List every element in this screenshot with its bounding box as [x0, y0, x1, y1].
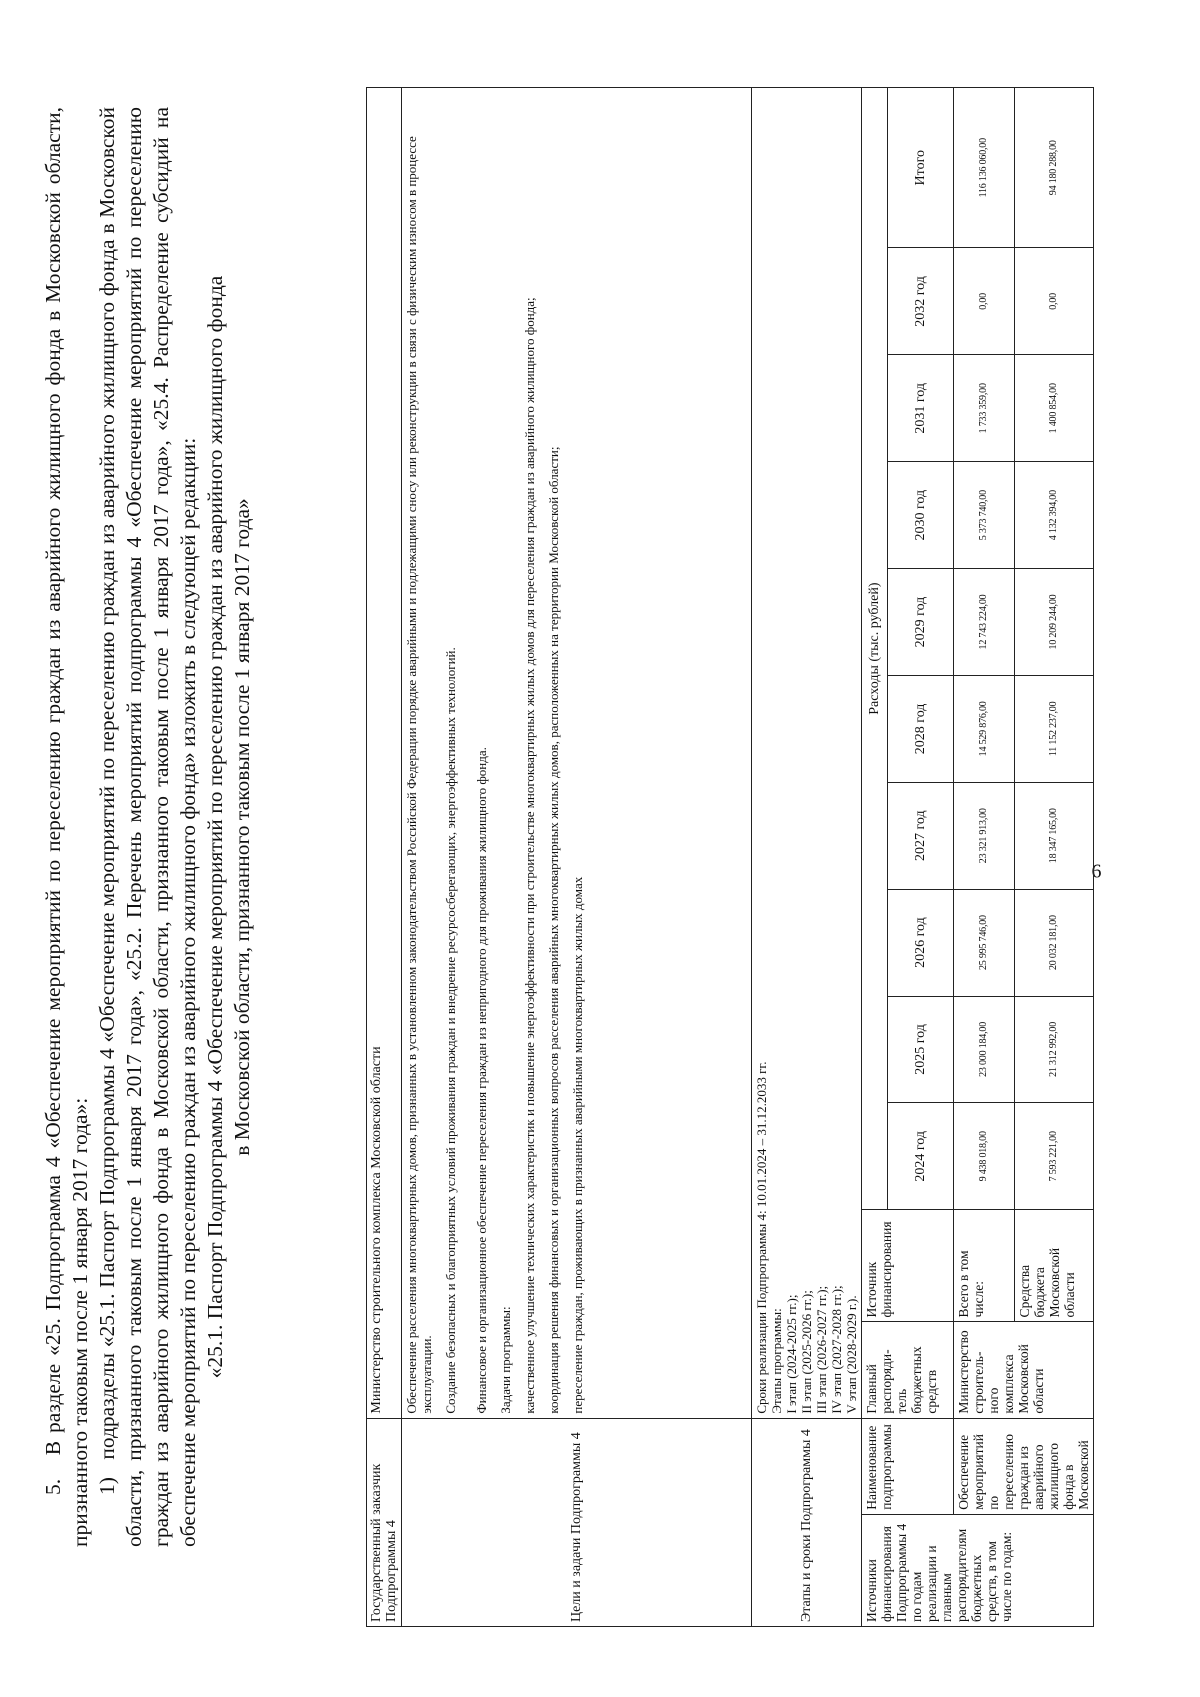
goal-text: Финансовое и организационное обеспечение переселения граждан из непригодного для проживания жилищного фонда.: [474, 747, 489, 1414]
passport-table: [366, 87, 1094, 1627]
expenses-header: Расходы (тыс. рублей): [862, 88, 888, 1210]
year-header: 2027 год: [888, 782, 954, 889]
amount-cell: 23 321 913,00: [954, 782, 1015, 889]
year-header: 2028 год: [888, 675, 954, 782]
source-total: Всего в том числе:: [954, 1210, 1015, 1322]
goal-text: Задачи программы:: [498, 1306, 513, 1414]
year-header: 2024 год: [888, 1103, 954, 1210]
intro-text: [40, 107, 256, 1547]
amount-cell: 9 438 018,00: [954, 1103, 1015, 1210]
col-source: Источник финансирования: [862, 1210, 954, 1322]
goal-text: переселение граждан, проживающих в признанных аварийными многоквартирных жилых домах: [570, 876, 585, 1414]
amount-cell: 4 132 394,00: [1014, 462, 1093, 569]
passport-heading-line-2: в Московской области, признанного таковым после 1 января 2017 года»: [230, 498, 254, 1156]
source-regional-budget: Средства бюджета Московской области: [1014, 1210, 1093, 1322]
finance-total-row: [954, 88, 1015, 1627]
year-header: 2026 год: [888, 889, 954, 996]
goals-row: [402, 88, 752, 1627]
stage-line: Этапы программы:: [769, 1308, 784, 1414]
finance-label: Источники финансирования Подпрограммы 4 по годам реализации и главным распорядителям бюджетных средств, в том числе по годам:: [862, 1514, 1094, 1626]
year-header: 2031 год: [888, 355, 954, 462]
stage-line: I этап (2024-2025 гг.);: [784, 1294, 799, 1414]
amount-total-cell: 94 180 288,00: [1014, 88, 1093, 249]
year-header: 2030 год: [888, 462, 954, 569]
amount-cell: 11 152 237,00: [1014, 675, 1093, 782]
amount-cell: 0,00: [954, 248, 1015, 355]
amount-cell: 18 347 165,00: [1014, 782, 1093, 889]
amount-cell: 20 032 181,00: [1014, 889, 1093, 996]
customer-row: [367, 88, 402, 1627]
stage-line: Сроки реализации Подпрограммы 4: 10.01.2024 – 31.12.2033 гг.: [754, 1061, 769, 1414]
goals-label: Цели и задачи Подпрограммы 4: [402, 1418, 752, 1626]
amount-cell: 1 400 854,00: [1014, 355, 1093, 462]
amount-cell: 0,00: [1014, 248, 1093, 355]
budget-manager: Министерство строитель-ного комплекса Московской области: [954, 1322, 1094, 1418]
stages-row: [752, 88, 862, 1627]
year-header: 2029 год: [888, 569, 954, 676]
total-header: Итого: [888, 88, 954, 249]
goal-text: Обеспечение расселения многоквартирных домов, признанных в установленном законодательством Российской Федерации порядке аварийными и подлежащими сносу или реконструкции в связи с физическим износом в процессе эксплуатации.: [404, 136, 434, 1414]
goal-text: качественное улучшение технических характеристик и повышение энергоэффективности при строительстве многоквартирных жилых домов для переселения граждан из аварийного жилищного фонда;: [522, 297, 537, 1414]
stage-line: IV этап (2027-2028 гг.);: [829, 1285, 844, 1414]
goals-value: [402, 88, 752, 1419]
amount-cell: 1 733 359,00: [954, 355, 1015, 462]
amount-cell: 5 373 740,00: [954, 462, 1015, 569]
stages-label: Этапы и сроки Подпрограммы 4: [752, 1418, 862, 1626]
amount-cell: 7 593 221,00: [1014, 1103, 1093, 1210]
amount-cell: 10 209 244,00: [1014, 569, 1093, 676]
intro-paragraph-2: 1) подразделы «25.1. Паспорт Подпрограммы 4 «Обеспечение мероприятий по переселению граждан из аварийного жилищного фонда в Московской области, признанного таковым после 1 января 2017 года», «25.2. Перечень мероприятий подпрограммы 4 «Обеспечение мероприятий по переселению граждан из аварийного жилищного фонда в Московской области, признанного таковым после 1 января 2017 года», «25.4. Распределение субсидий на обеспечение мероприятий по переселению граждан из аварийного жилищного фонда» изложить в следующей редакции:: [95, 107, 200, 1547]
amount-cell: 14 529 876,00: [954, 675, 1015, 782]
amount-total-cell: 116 136 060,00: [954, 88, 1015, 249]
year-header: 2032 год: [888, 248, 954, 355]
finance-header-row: [862, 88, 888, 1627]
goal-text: координация решения финансовых и организационных вопросов расселения аварийных многоквартирных жилых домов, расположенных на территории Московской области;: [546, 446, 561, 1414]
amount-cell: 12 743 224,00: [954, 569, 1015, 676]
col-manager: Главный распоряди-тель бюджетных средств: [862, 1322, 954, 1418]
amount-cell: 21 312 992,00: [1014, 996, 1093, 1103]
stage-line: V этап (2028-2029 г.).: [844, 1295, 859, 1414]
stage-line: III этап (2026-2027 гг.);: [814, 1285, 829, 1414]
customer-value: Министерство строительного комплекса Московской области: [367, 88, 402, 1419]
amount-cell: 25 995 746,00: [954, 889, 1015, 996]
intro-paragraph-1: 5. В разделе «25. Подпрограмма 4 «Обеспечение мероприятий по переселению граждан из аварийного жилищного фонда в Московской области, признанного таковым после 1 января 2017 года»:: [41, 107, 92, 1547]
page-number: 6: [1091, 860, 1102, 883]
col-program-name: Наименование подпрограммы: [862, 1418, 954, 1514]
stage-line: II этап (2025-2026 гг.);: [799, 1290, 814, 1414]
program-name: Обеспечение мероприятий по переселению граждан из аварийного жилищного фонда в Московской: [954, 1418, 1094, 1514]
year-header: 2025 год: [888, 996, 954, 1103]
customer-label: Государственный заказчик Подпрограммы 4: [367, 1418, 402, 1626]
amount-cell: 23 000 184,00: [954, 996, 1015, 1103]
stages-value: [752, 88, 862, 1419]
passport-heading-line-1: «25.1. Паспорт Подпрограммы 4 «Обеспечение мероприятий по переселению граждан из аварийного жилищного фонда: [203, 275, 227, 1379]
goal-text: Создание безопасных и благоприятных условий проживания граждан и внедрение ресурсосберегающих, энергоэффективных технологий.: [443, 647, 458, 1414]
